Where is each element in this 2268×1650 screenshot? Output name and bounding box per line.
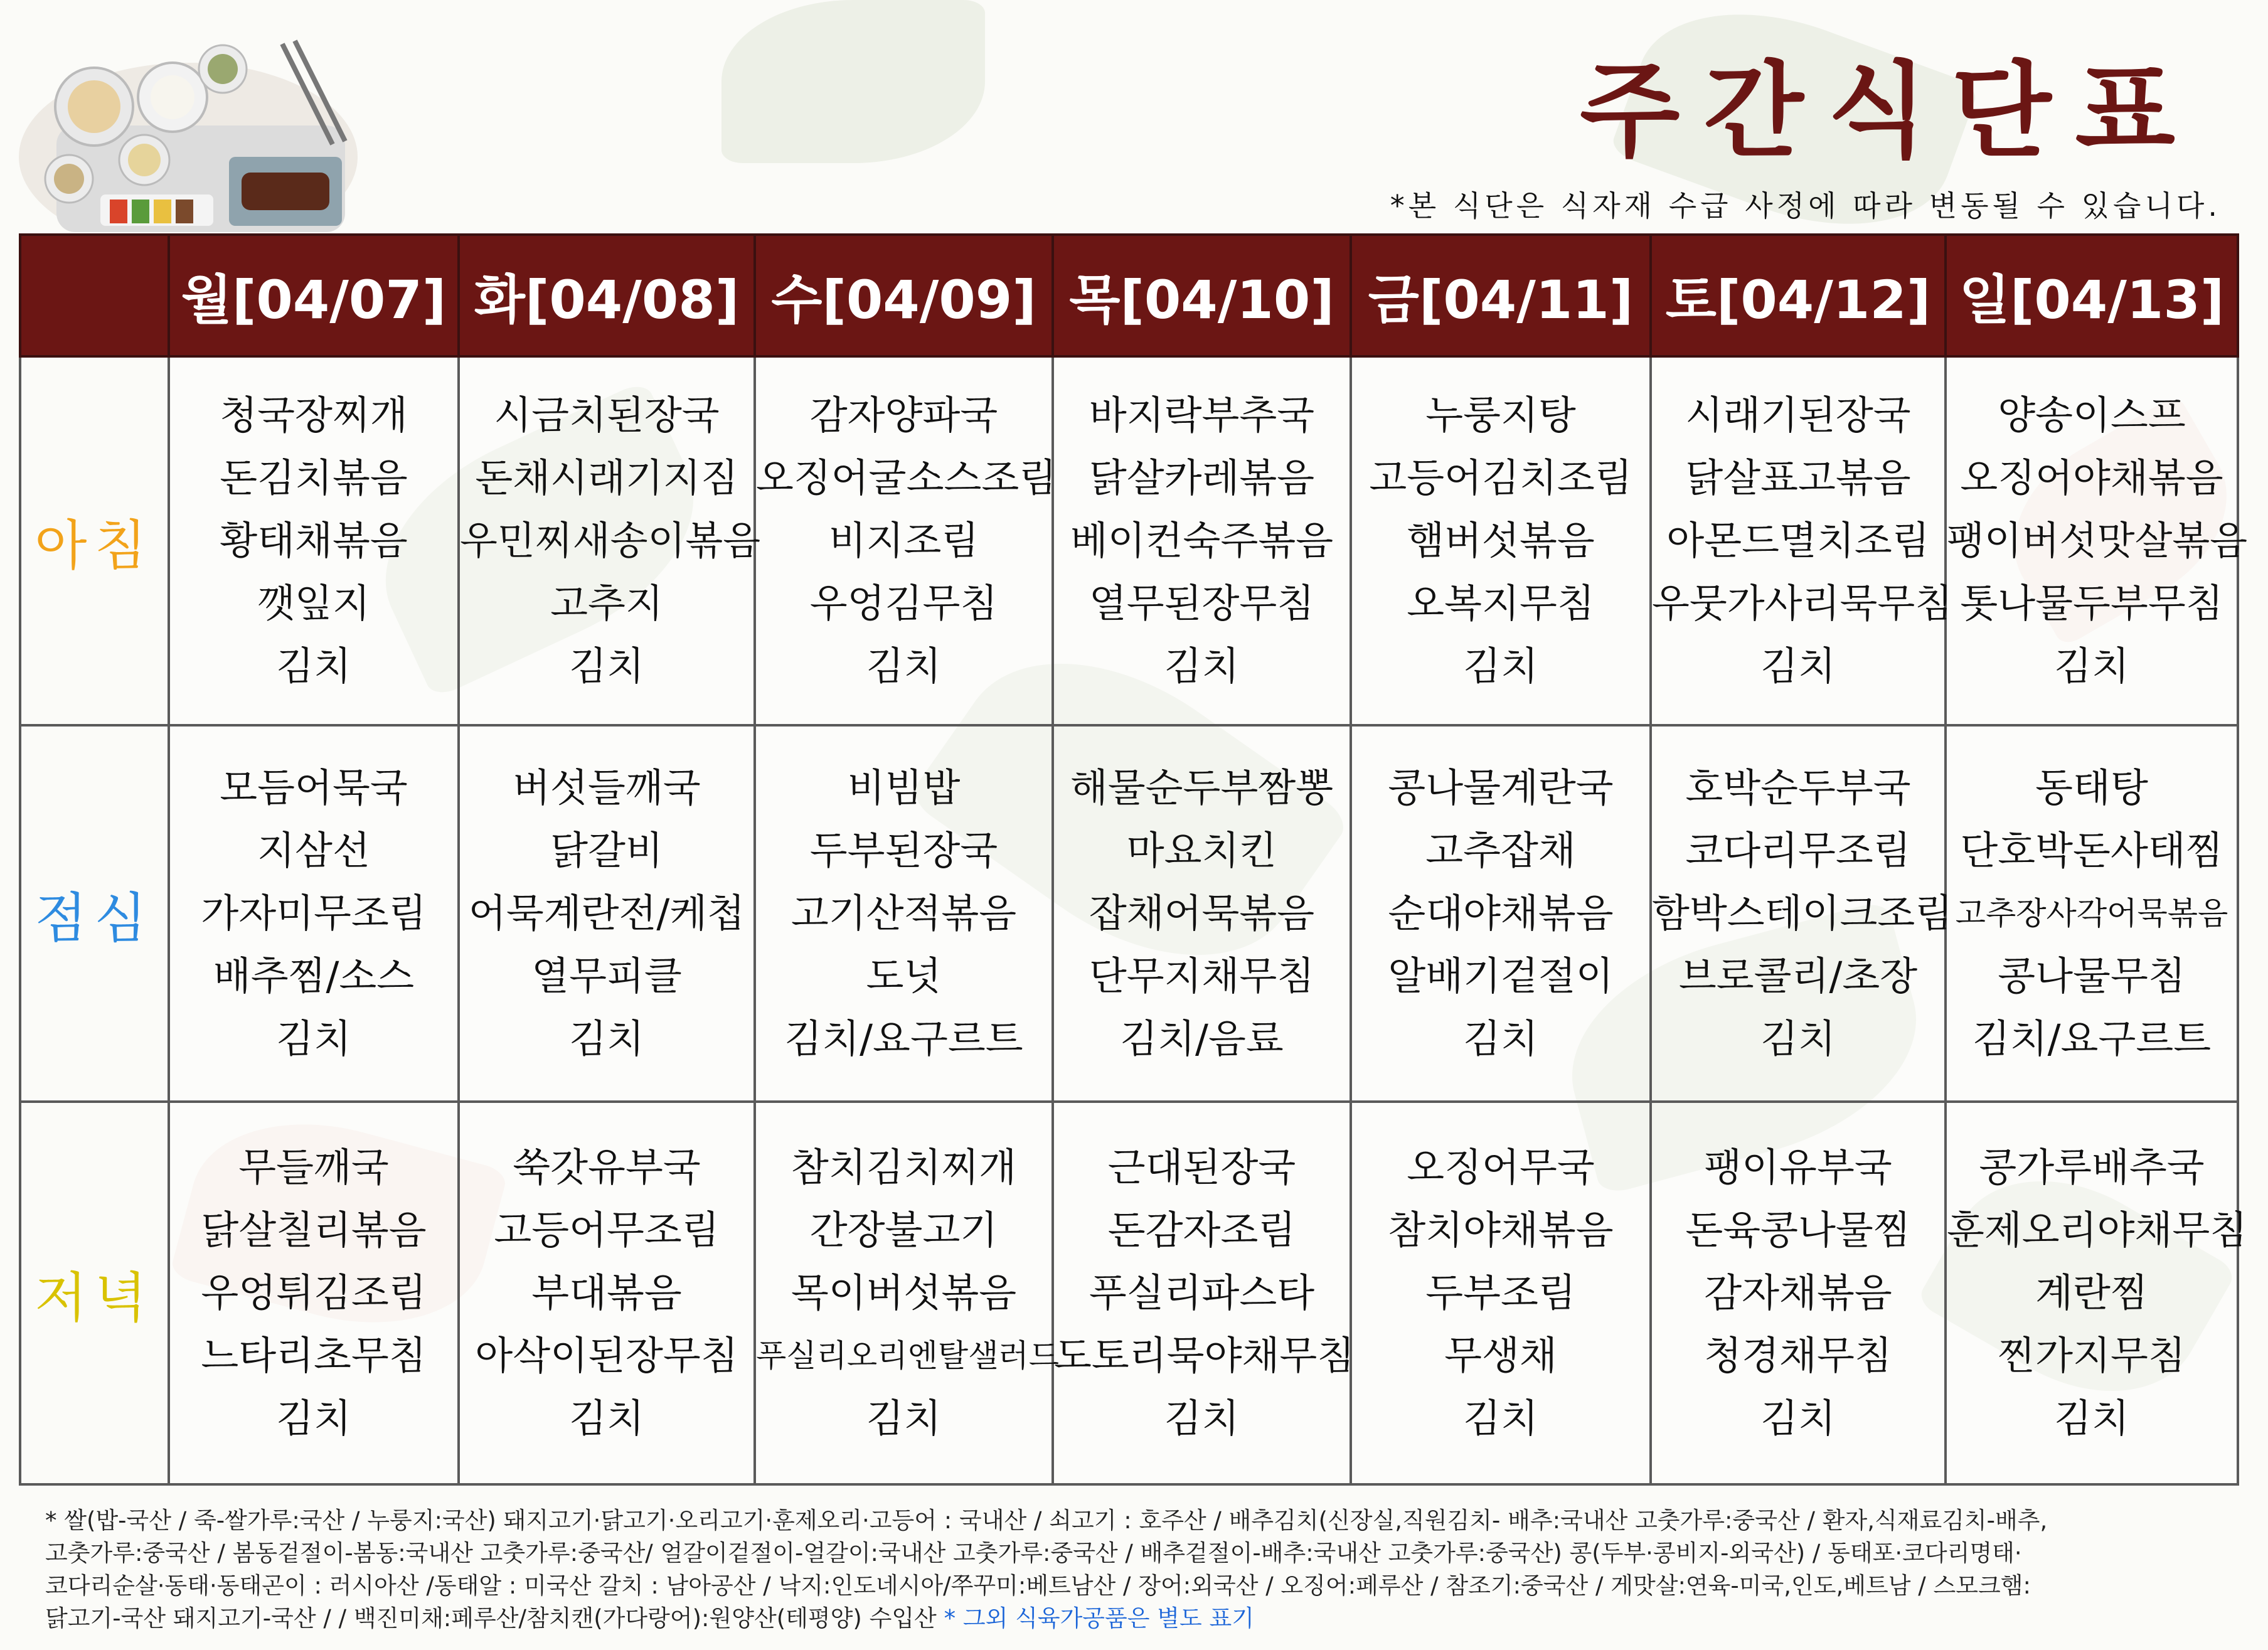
dish-item: 누룽지탕 xyxy=(1425,392,1576,438)
dish-item: 아삭이된장무침 xyxy=(475,1333,738,1378)
meal-label: 저녁 xyxy=(20,1102,169,1484)
dish-item: 고등어무조림 xyxy=(494,1207,720,1253)
dish-item: 김치 xyxy=(1463,643,1538,689)
dish-item: 김치 xyxy=(1463,1395,1538,1441)
menu-cell xyxy=(1946,1102,2248,1484)
dish-item: 김치/요구르트 xyxy=(1972,1016,2212,1062)
dish-item: 김치 xyxy=(276,643,351,689)
dish-item: 오징어무국 xyxy=(1407,1144,1595,1190)
menu-cell xyxy=(1351,1102,1651,1484)
menu-cell xyxy=(459,1102,755,1484)
dish-item: 버섯들깨국 xyxy=(513,765,701,811)
dish-item: 참치야채볶음 xyxy=(1388,1207,1614,1253)
dish-item: 김치 xyxy=(569,1395,644,1441)
food-photo-image xyxy=(19,31,358,232)
dish-item: 알배기겉절이 xyxy=(1388,953,1614,999)
footer-line: * 쌀(밥-국산 / 죽-쌀가루:국산 / 누룽지:국산) 돼지고기·닭고기·오리고기·훈제오리·고등어 : 국내산 / 쇠고기 : 호주산 / 배추김치(신장실,직원김치- 배추:국내산 고춧가루:중국산 / 환자,식재료김치-배추, xyxy=(45,1507,2048,1534)
dish-item: 바지락부추국 xyxy=(1089,392,1315,438)
menu-cell xyxy=(169,356,459,725)
menu-cell xyxy=(1946,356,2248,725)
dish-item: 찐가지무침 xyxy=(1998,1333,2186,1378)
menu-cell xyxy=(459,356,761,725)
dish-item: 감자양파국 xyxy=(809,392,998,438)
dish-item: 고추지 xyxy=(550,580,663,626)
day-date: [04/13] xyxy=(2010,269,2225,331)
day-header xyxy=(169,235,459,356)
dish-item: 황태채볶음 xyxy=(220,518,408,563)
dish-item: 시금치된장국 xyxy=(494,392,720,438)
footer-line: 코다리순살·동태·동태곤이 : 러시아산 /동태알 : 미국산 갈치 : 남아공산 / 낙지:인도네시아/쭈꾸미:베트남산 / 장어:외국산 / 오징어:페루산 / 참조기:중국산 / 게맛살:연육-미국,인도,베트남 / 스모크햄: xyxy=(45,1572,2031,1599)
background-leaf xyxy=(721,0,985,163)
dish-item: 우민찌새송이볶음 xyxy=(460,518,761,563)
meal-row xyxy=(20,1102,2238,1484)
dish-item: 단무지채무침 xyxy=(1089,953,1315,999)
dish-item: 느타리초무침 xyxy=(201,1333,427,1378)
dish-item: 콩나물계란국 xyxy=(1388,765,1614,811)
dish-item: 김치 xyxy=(276,1016,351,1062)
menu-cell xyxy=(1053,356,1351,725)
dish-item: 김치 xyxy=(569,1016,644,1062)
day-header xyxy=(1351,235,1651,356)
dish-item: 훈제오리야채무침 xyxy=(1947,1207,2248,1253)
footer-line-text: 닭고기-국산 돼지고기-국산 / / 백진미채:페루산/참치캔(가다랑어):원양산(테평양) 수입산 xyxy=(45,1605,944,1632)
dish-item: 닭갈비 xyxy=(550,828,663,873)
dish-item: 닭살표고볶음 xyxy=(1685,455,1911,501)
dish-item: 지삼선 xyxy=(257,828,370,873)
dish-item: 도넛 xyxy=(866,953,942,999)
menu-cell xyxy=(1651,725,1953,1102)
menu-cell xyxy=(755,725,1053,1102)
dish-item: 호박순두부국 xyxy=(1685,765,1911,811)
dish-item: 간장불고기 xyxy=(809,1207,998,1253)
header-corner xyxy=(20,235,169,356)
menu-cell xyxy=(1651,1102,1946,1484)
dish-item: 참치김치찌개 xyxy=(791,1144,1017,1190)
dish-item: 열무피클 xyxy=(531,953,682,999)
dish-item: 김치 xyxy=(1164,643,1240,689)
day-header xyxy=(1651,235,1946,356)
dish-item: 두부된장국 xyxy=(809,828,998,873)
dish-item: 비빔밥 xyxy=(847,765,961,811)
day-name: 금 xyxy=(1368,269,1419,331)
day-date: [04/10] xyxy=(1120,269,1334,331)
dish-item: 비지조림 xyxy=(828,518,979,563)
dish-item: 청경채무침 xyxy=(1704,1333,1892,1378)
dish-item: 김치 xyxy=(1463,1016,1538,1062)
dish-item: 김치 xyxy=(1760,643,1836,689)
weekly-menu-table xyxy=(19,233,2248,1486)
menu-cell xyxy=(755,1102,1059,1484)
dish-item: 고등어김치조림 xyxy=(1369,455,1632,501)
dish-item: 김치 xyxy=(1760,1395,1836,1441)
dish-item: 모듬어묵국 xyxy=(220,765,408,811)
meal-label: 점심 xyxy=(20,725,169,1102)
dish-item: 도토리묵야채무침 xyxy=(1054,1333,1355,1378)
dish-item: 오징어굴소스조림 xyxy=(756,455,1057,501)
dish-item: 김치/요구르트 xyxy=(784,1016,1023,1062)
dish-item: 어묵계란전/케첩 xyxy=(468,890,745,936)
dish-item: 푸실리오리엔탈샐러드 xyxy=(756,1338,1059,1374)
dish-item: 김치 xyxy=(2054,1395,2129,1441)
footer-line: 고춧가루:중국산 / 봄동겉절이-봄동:국내산 고춧가루:중국산/ 얼갈이겉절이-얼갈이:국내산 고춧가루:중국산 / 배추겉절이-배추:국내산 고춧가루:중국산) 콩(두부·콩비지-외국산) / 동태포·코다리명태· xyxy=(45,1540,2022,1567)
dish-item: 햄버섯볶음 xyxy=(1407,518,1595,563)
footer-highlight-note: * 그외 식육가공품은 별도 표기 xyxy=(944,1605,1255,1632)
origin-info-footer xyxy=(45,1504,2197,1635)
menu-cell xyxy=(1053,1102,1355,1484)
menu-cell xyxy=(1351,725,1651,1102)
dish-item: 김치 xyxy=(276,1395,351,1441)
dish-item: 김치 xyxy=(2054,643,2129,689)
day-header xyxy=(755,235,1053,356)
meal-label: 아침 xyxy=(20,356,169,725)
dish-item: 김치 xyxy=(1760,1016,1836,1062)
menu-cell xyxy=(1053,725,1351,1102)
dish-item: 함박스테이크조림 xyxy=(1652,890,1953,936)
footer-line xyxy=(45,1602,2197,1635)
dish-item: 오복지무침 xyxy=(1407,580,1595,626)
dish-item: 가자미무조림 xyxy=(201,890,427,936)
dish-item: 팽이유부국 xyxy=(1704,1144,1892,1190)
dish-item: 김치 xyxy=(1164,1395,1240,1441)
dish-item: 푸실리파스타 xyxy=(1089,1270,1315,1316)
dish-item: 돈감자조림 xyxy=(1107,1207,1296,1253)
dish-item: 단호박돈사태찜 xyxy=(1960,828,2223,873)
dish-item: 해물순두부짬뽕 xyxy=(1070,765,1334,811)
menu-cell xyxy=(1651,356,1953,725)
day-date: [04/09] xyxy=(822,269,1036,331)
day-date: [04/11] xyxy=(1419,269,1634,331)
menu-cell xyxy=(755,356,1057,725)
page-title: 주간식단표 xyxy=(1580,51,2199,171)
dish-item: 닭살칠리볶음 xyxy=(201,1207,427,1253)
dish-item: 무생채 xyxy=(1444,1333,1557,1378)
dish-item: 근대된장국 xyxy=(1107,1144,1296,1190)
dish-item: 브로콜리/초장 xyxy=(1678,953,1918,999)
dish-item: 마요치킨 xyxy=(1126,828,1277,873)
day-header xyxy=(1946,235,2238,356)
dish-item: 고기산적볶음 xyxy=(791,890,1017,936)
day-name: 토 xyxy=(1665,269,1717,331)
dish-item: 베이컨숙주볶음 xyxy=(1070,518,1334,563)
menu-change-notice: *본 식단은 식자재 수급 사정에 따라 변동될 수 있습니다. xyxy=(1390,189,2221,223)
day-date: [04/08] xyxy=(524,269,740,331)
dish-item: 계란찜 xyxy=(2035,1270,2148,1316)
day-header-row xyxy=(20,235,2238,356)
dish-item: 아몬드멸치조림 xyxy=(1666,518,1930,563)
dish-item: 김치 xyxy=(569,643,644,689)
dish-item: 시래기된장국 xyxy=(1685,392,1911,438)
dish-item: 고추잡채 xyxy=(1425,828,1576,873)
menu-cell xyxy=(459,725,755,1102)
dish-item: 콩나물무침 xyxy=(1998,953,2186,999)
dish-item: 고추장사각어묵볶음 xyxy=(1955,895,2228,932)
dish-item: 돈김치볶음 xyxy=(220,455,408,501)
dish-item: 팽이버섯맛살볶음 xyxy=(1947,518,2248,563)
dish-item: 오징어야채볶음 xyxy=(1960,455,2223,501)
day-date: [04/07] xyxy=(232,269,447,331)
dish-item: 두부조림 xyxy=(1425,1270,1576,1316)
dish-item: 깻잎지 xyxy=(257,580,370,626)
dish-item: 순대야채볶음 xyxy=(1388,890,1614,936)
dish-item: 쑥갓유부국 xyxy=(513,1144,701,1190)
day-name: 월 xyxy=(181,269,232,331)
dish-item: 우엉튀김조림 xyxy=(201,1270,427,1316)
dish-item: 배추찜/소스 xyxy=(213,953,415,999)
day-header xyxy=(459,235,755,356)
meal-row xyxy=(20,356,2238,725)
dish-item: 톳나물두부무침 xyxy=(1960,580,2223,626)
dish-item: 부대볶음 xyxy=(531,1270,682,1316)
dish-item: 코다리무조림 xyxy=(1685,828,1911,873)
menu-cell xyxy=(169,1102,459,1484)
meal-row xyxy=(20,725,2238,1102)
dish-item: 우뭇가사리묵무침 xyxy=(1652,580,1953,626)
day-date: [04/12] xyxy=(1716,269,1931,331)
dish-item: 양송이스프 xyxy=(1998,392,2186,438)
dish-item: 청국장찌개 xyxy=(220,392,408,438)
dish-item: 돈육콩나물찜 xyxy=(1685,1207,1911,1253)
dish-item: 감자채볶음 xyxy=(1704,1270,1892,1316)
day-header xyxy=(1053,235,1351,356)
dish-item: 닭살카레볶음 xyxy=(1089,455,1315,501)
dish-item: 잡채어묵볶음 xyxy=(1089,890,1315,936)
day-name: 수 xyxy=(771,269,823,331)
dish-item: 콩가루배추국 xyxy=(1979,1144,2205,1190)
dish-item: 돈채시래기지짐 xyxy=(475,455,738,501)
menu-cell xyxy=(169,725,459,1102)
dish-item: 김치/음료 xyxy=(1120,1016,1284,1062)
day-name: 일 xyxy=(1959,269,2010,331)
day-name: 목 xyxy=(1069,269,1121,331)
menu-cell xyxy=(1946,725,2238,1102)
day-name: 화 xyxy=(474,269,525,331)
dish-item: 열무된장무침 xyxy=(1089,580,1315,626)
dish-item: 우엉김무침 xyxy=(809,580,998,626)
dish-item: 동태탕 xyxy=(2035,765,2148,811)
dish-item: 김치 xyxy=(866,1395,942,1441)
dish-item: 무들깨국 xyxy=(238,1144,389,1190)
dish-item: 김치 xyxy=(866,643,942,689)
menu-cell xyxy=(1351,356,1651,725)
dish-item: 목이버섯볶음 xyxy=(791,1270,1017,1316)
